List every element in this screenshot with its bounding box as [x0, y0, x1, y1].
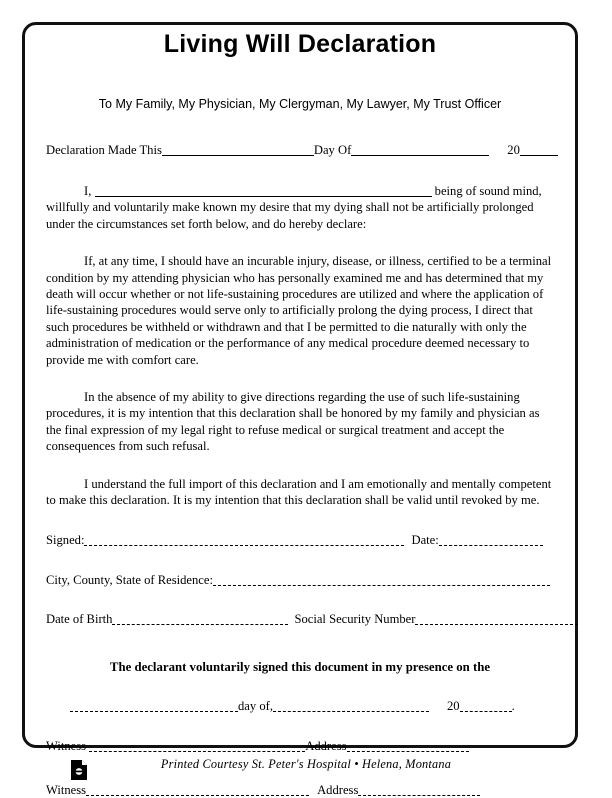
residence-label: City, County, State of Residence:	[46, 572, 213, 587]
declaration-made-row	[46, 143, 554, 158]
page-title: Living Will Declaration	[163, 30, 437, 58]
footer-courtesy-text: Printed Courtesy St. Peter's Hospital • Helena, Montana	[160, 757, 452, 771]
signature-field[interactable]	[84, 534, 404, 546]
ssn-label: Social Security Number	[294, 611, 416, 626]
i-prefix-label: I,	[84, 184, 92, 198]
witness-1-field[interactable]	[89, 740, 305, 752]
residence-field[interactable]	[213, 574, 550, 586]
date-field[interactable]	[439, 534, 543, 546]
witness-2-label: Witness	[46, 782, 87, 797]
declaration-day-field[interactable]	[162, 144, 314, 156]
declarant-name-field[interactable]	[95, 185, 432, 197]
residence-row	[46, 573, 554, 588]
witness-1-address-field[interactable]	[347, 740, 469, 752]
witness-month-field[interactable]	[273, 700, 429, 712]
witness-1-label: Witness	[46, 738, 87, 753]
witness-day-of-label: day of,	[238, 698, 273, 713]
address-2-label: Address	[317, 782, 359, 797]
date-label: Date:	[411, 532, 439, 547]
document-subtitle: To My Family, My Physician, My Clergyman, My Lawyer, My Trust Officer	[98, 97, 502, 111]
ssn-field[interactable]	[415, 613, 578, 625]
witness-year-field[interactable]	[460, 700, 512, 712]
declaration-year-field[interactable]	[520, 144, 558, 156]
paragraph-terminal-condition: If, at any time, I should have an incurable injury, disease, or illness, certified to be a terminal condition by my attending physician who has personally examined me and has determined that my death will occur whether or not life-sustaining procedures are utilized and where the application of life-sustaining procedures would serve only to artificially prolong the dying process, I direct that such procedures be withheld or withdrawn and that I be permitted to die naturally with only the administration of medication or the performance of any medical procedure deemed necessary to provide me with comfort care.	[46, 254, 552, 367]
witness-day-field[interactable]	[70, 700, 238, 712]
declarant-witness-heading: The declarant voluntarily signed this document in my presence on the	[109, 659, 491, 674]
day-of-label: Day Of	[313, 143, 352, 157]
signed-label: Signed:	[46, 532, 85, 547]
paragraph-understanding: I understand the full import of this declaration and I am emotionally and mentally competent to make this declaration. It is my intention that this declaration shall be valid until revoked by me.	[46, 476, 552, 508]
witness-year-suffix: .	[511, 698, 515, 713]
declaration-made-label: Declaration Made This	[46, 143, 162, 157]
declaration-month-field[interactable]	[351, 144, 489, 156]
paragraph-declaration-intro	[46, 183, 554, 232]
signed-row	[46, 533, 554, 548]
witness-year-label: 20	[446, 698, 460, 713]
document-page-icon	[71, 760, 87, 780]
paragraph-absence-of-ability: In the absence of my ability to give directions regarding the use of such life-sustaining procedures, it is my intention that this declaration shall be honored by my family and physician as the final expression of my legal right to refuse medical or surgical treatment and accept the consequences from such refusal.	[46, 390, 540, 454]
page-footer	[0, 752, 612, 792]
date-of-birth-label: Date of Birth	[46, 611, 113, 626]
paragraph-1-text: being of sound mind, willfully and voluntarily make known my desire that my dying shall not be artificially prolonged under the circumstances set forth below, and do hereby declare:	[46, 184, 542, 231]
document-content	[46, 28, 554, 798]
witness-date-row	[46, 699, 554, 714]
date-of-birth-field[interactable]	[112, 613, 288, 625]
address-1-label: Address	[305, 738, 347, 753]
dob-ssn-row	[46, 612, 554, 627]
year-prefix-label: 20	[507, 143, 520, 157]
